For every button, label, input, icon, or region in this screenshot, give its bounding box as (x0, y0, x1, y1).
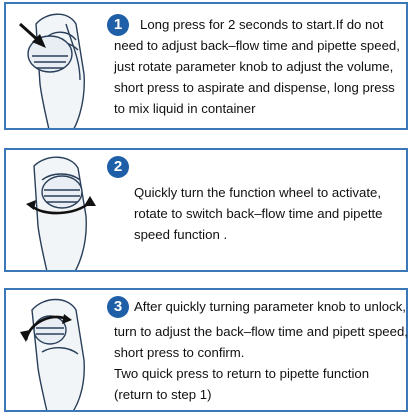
step-text-line: speed function . (134, 227, 228, 242)
step-text-line: to mix liquid in container (114, 101, 256, 116)
step-1-panel (4, 2, 408, 130)
step-number-badge: 2 (107, 156, 129, 178)
step-3-panel (4, 288, 408, 412)
step-number-badge: 1 (107, 14, 129, 36)
step-text-line: short press to aspirate and dispense, long press (114, 80, 395, 95)
step-3-first-line (134, 296, 406, 317)
step-2-text (134, 182, 383, 245)
step-text-line: Two quick press to return to pipette function (114, 366, 370, 381)
step-text-line: Quickly turn the function wheel to activate, (134, 185, 382, 200)
pipette-illustration (6, 4, 106, 128)
step-text-line: (return to step 1) (114, 387, 212, 402)
step-text-line: turn to adjust the back–flow time and pipett speed, (114, 324, 408, 339)
step-text-line: short press to confirm. (114, 345, 245, 360)
step-text-line: need to adjust back–flow time and pipette speed, (114, 38, 400, 53)
step-1-first-line (140, 14, 383, 35)
step-text-line: just rotate parameter knob to adjust the volume, (114, 59, 394, 74)
pipette-illustration (6, 150, 106, 270)
pipette-illustration (6, 290, 106, 410)
step-number-badge: 3 (107, 296, 129, 318)
step-3-text (114, 321, 408, 405)
step-text-line: After quickly turning parameter knob to unlock, (134, 299, 406, 314)
step-1-text (114, 35, 400, 119)
step-text-line: rotate to switch back–flow time and pipette (134, 206, 383, 221)
step-2-panel (4, 148, 408, 272)
step-text-line: Long press for 2 seconds to start.If do not (140, 17, 384, 32)
